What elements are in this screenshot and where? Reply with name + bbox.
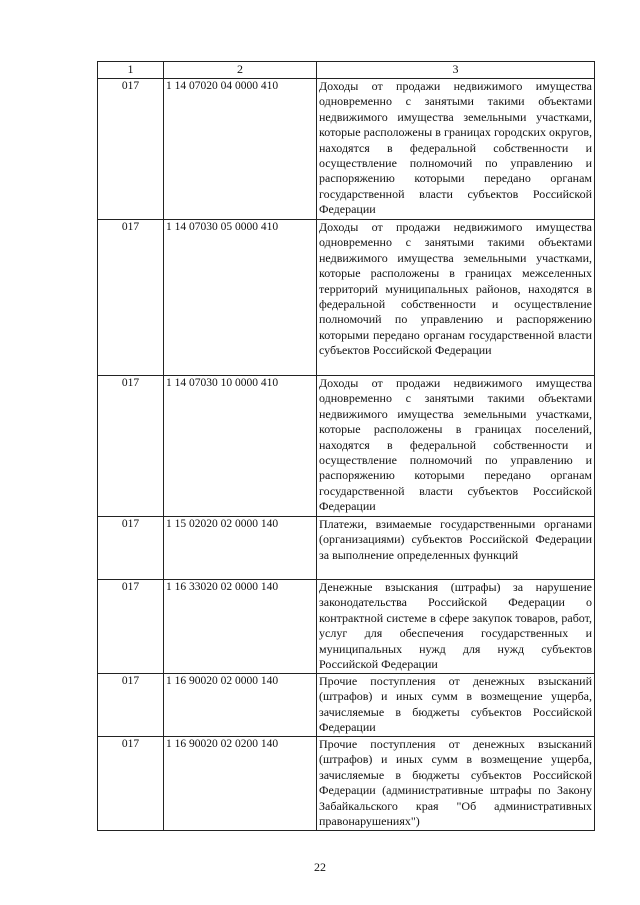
kbk-code-cell: 1 16 90020 02 0000 140 [164,674,317,737]
description-cell: Прочие поступления от денежных взысканий (штрафов) и иных сумм в возмещение ущерба, зачисляемые в бюджеты субъектов Российской Федерации (административные штрафы по Закону Забайкальского края "Об административных правонарушениях") [317,737,595,831]
kbk-code-cell: 1 14 07030 05 0000 410 [164,220,317,376]
admin-code-cell: 017 [98,376,164,517]
description-cell: Доходы от продажи недвижимого имущества одновременно с занятыми такими объектами недвижимого имущества земельными участками, которые расположены в границах межселенных территорий муниципальных районов, находятся в федеральной собственности и осуществление полномочий по управлению и распоряжению которыми передано органам государственной власти субъектов Российской Федерации [317,220,595,376]
revenue-codes-table [97,61,595,831]
page-number: 22 [314,860,326,874]
table-row [98,737,595,831]
column-header-3: 3 [317,62,595,79]
admin-code-cell: 017 [98,220,164,376]
kbk-code-cell: 1 16 33020 02 0000 140 [164,580,317,674]
table-row [98,376,595,517]
description-cell: Доходы от продажи недвижимого имущества одновременно с занятыми такими объектами недвижимого имущества земельными участками, которые расположены в границах поселений, находятся в федеральной собственности и осуществление полномочий по управлению и распоряжению которыми передано органам государственной власти субъектов Российской Федерации [317,376,595,517]
admin-code-cell: 017 [98,79,164,220]
description-cell: Прочие поступления от денежных взысканий (штрафов) и иных сумм в возмещение ущерба, зачисляемые в бюджеты субъектов Российской Федерации [317,674,595,737]
table-row [98,79,595,220]
description-cell: Денежные взыскания (штрафы) за нарушение законодательства Российской Федерации о контрактной системе в сфере закупок товаров, работ, услуг для обеспечения государственных и муниципальных нужд для нужд субъектов Российской Федерации [317,580,595,674]
column-header-2: 2 [164,62,317,79]
description-cell: Доходы от продажи недвижимого имущества одновременно с занятыми такими объектами недвижимого имущества земельными участками, которые расположены в границах городских округов, находятся в федеральной собственности и осуществление полномочий по управлению и распоряжению которыми передано органам государственной власти субъектов Российской Федерации [317,79,595,220]
admin-code-cell: 017 [98,517,164,580]
kbk-code-cell: 1 16 90020 02 0200 140 [164,737,317,831]
kbk-code-cell: 1 14 07030 10 0000 410 [164,376,317,517]
admin-code-cell: 017 [98,580,164,674]
table-row [98,517,595,580]
column-header-1: 1 [98,62,164,79]
description-cell: Платежи, взимаемые государственными органами (организациями) субъектов Российской Федерации за выполнение определенных функций [317,517,595,580]
table-row [98,580,595,674]
table-row [98,674,595,737]
kbk-code-cell: 1 15 02020 02 0000 140 [164,517,317,580]
admin-code-cell: 017 [98,674,164,737]
table-header-row [98,62,595,79]
admin-code-cell: 017 [98,737,164,831]
table-row [98,220,595,376]
kbk-code-cell: 1 14 07020 04 0000 410 [164,79,317,220]
